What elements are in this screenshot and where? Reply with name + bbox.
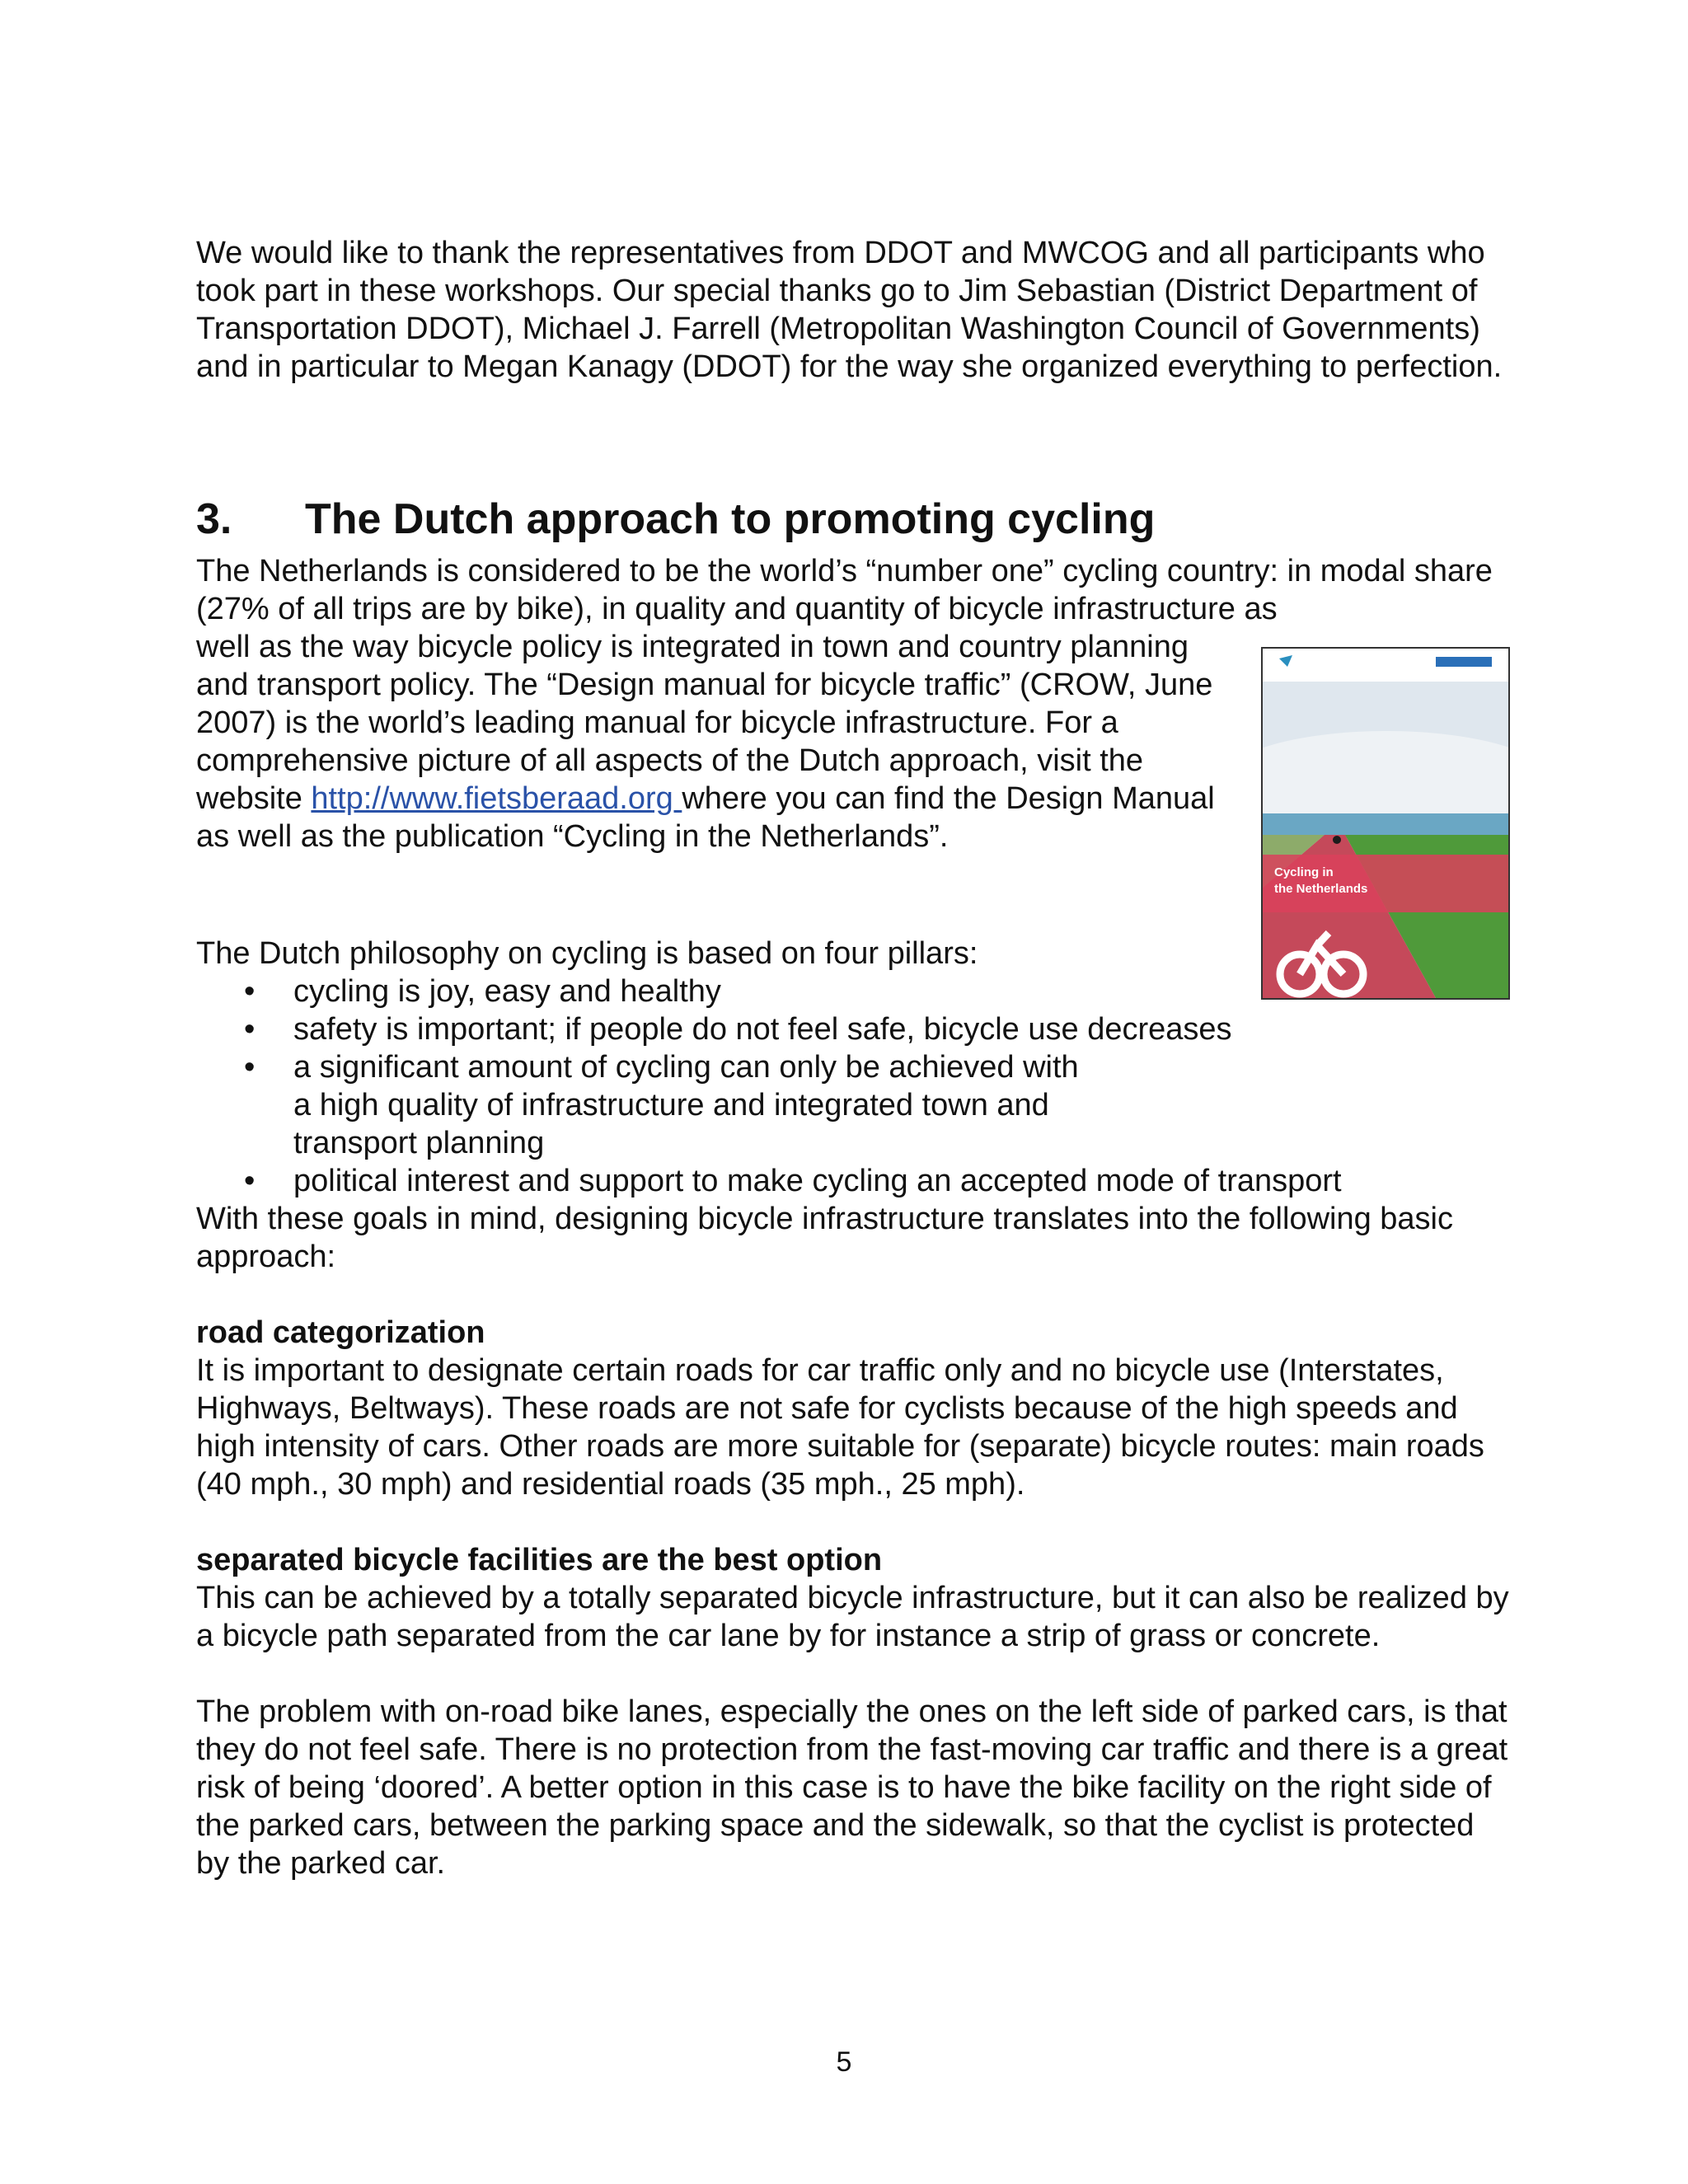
cover-tag-badge: [1436, 657, 1492, 667]
section-number: 3.: [196, 495, 232, 543]
section-intro-continued: [196, 628, 1243, 855]
goals-paragraph: With these goals in mind, designing bicycle infrastructure translates into the following basic approach:: [196, 1202, 1453, 1274]
cover-title-line1: Cycling in: [1274, 865, 1334, 879]
bullet-icon: •: [244, 1164, 256, 1198]
cover-water: [1263, 813, 1508, 838]
bullet-icon: •: [244, 1050, 256, 1085]
section-intro-part2: well as the way bicycle policy is integrated in town and country planning and transport policy. The “Design manual for bicycle traffic” (CROW, June 2007) is the world’s leading manual for bicycle infrastructure. For a comprehensive picture of all aspects of the Dutch approach, visit the website: [196, 630, 1213, 816]
pillars-list: [196, 972, 1515, 1200]
section-title: The Dutch approach to promoting cycling: [305, 495, 1156, 543]
bullet-icon: •: [244, 974, 256, 1009]
bullet-icon: •: [244, 1012, 256, 1047]
separated-facilities-block: [196, 1541, 1515, 1655]
section-heading: [196, 493, 1155, 546]
list-item: • political interest and support to make cycling an accepted mode of transport: [244, 1164, 1342, 1198]
road-categorization-heading: road categorization: [196, 1315, 485, 1350]
separated-facilities-text-2: The problem with on-road bike lanes, especially the ones on the left side of parked cars, is that they do not feel safe. There is no protection from the fast-moving car traffic and there is a great risk of being ‘doored’. A better option in this case is to have the bike facility on the right side of the parked cars, between the parking space and the sidewalk, so that the cyclist is protected by the parked car.: [196, 1694, 1508, 1881]
road-categorization-text: It is important to designate certain roads for car traffic only and no bicycle use (Interstates, Highways, Beltways). These roads are not safe for cyclists because of the high speeds and high intensity of cars. Other roads are more suitable for (separate) bicycle routes: main roads (40 mph., 30 mph) and residential roads (35 mph., 25 mph).: [196, 1353, 1484, 1502]
section-intro-paragraph: [196, 552, 1523, 628]
separated-facilities-heading: separated bicycle facilities are the best option: [196, 1543, 883, 1577]
list-item: • safety is important; if people do not feel safe, bicycle use decreases: [244, 1012, 1232, 1047]
section-intro-part1: The Netherlands is considered to be the world’s “number one” cycling country: in modal share (27% of all trips are by bike), in quality and quantity of bicycle infrastructure as: [196, 554, 1493, 626]
cyclist-icon: [1333, 836, 1341, 844]
cover-title-line2: the Netherlands: [1274, 882, 1368, 896]
road-categorization-block: [196, 1314, 1515, 1503]
page-number: 5: [836, 2046, 852, 2078]
fietsberaad-link[interactable]: http://www.fietsberaad.org: [311, 781, 682, 816]
pillars-intro: The Dutch philosophy on cycling is based on four pillars:: [196, 936, 978, 971]
separated-facilities-text-1: This can be achieved by a totally separated bicycle infrastructure, but it can also be realized by a bicycle path separated from the car lane by for instance a strip of grass or concrete.: [196, 1581, 1509, 1653]
section-intro-part3: where you can find the Design Manual as well as the publication “Cycling in the Netherlands”.: [196, 781, 1215, 854]
acknowledgement-paragraph: We would like to thank the representatives from DDOT and MWCOG and all participants who took part in these workshops. Our special thanks go to Jim Sebastian (District Department of Transportation DDOT), Michael J. Farrell (Metropolitan Washington Council of Governments) and in particular to Megan Kanagy (DDOT) for the way she organized everything to perfection.: [196, 236, 1503, 384]
list-item: • a significant amount of cycling can only be achieved with a high quality of infrastructure and integrated town and transport planning: [244, 1050, 1079, 1160]
list-item: • cycling is joy, easy and healthy: [244, 974, 721, 1009]
